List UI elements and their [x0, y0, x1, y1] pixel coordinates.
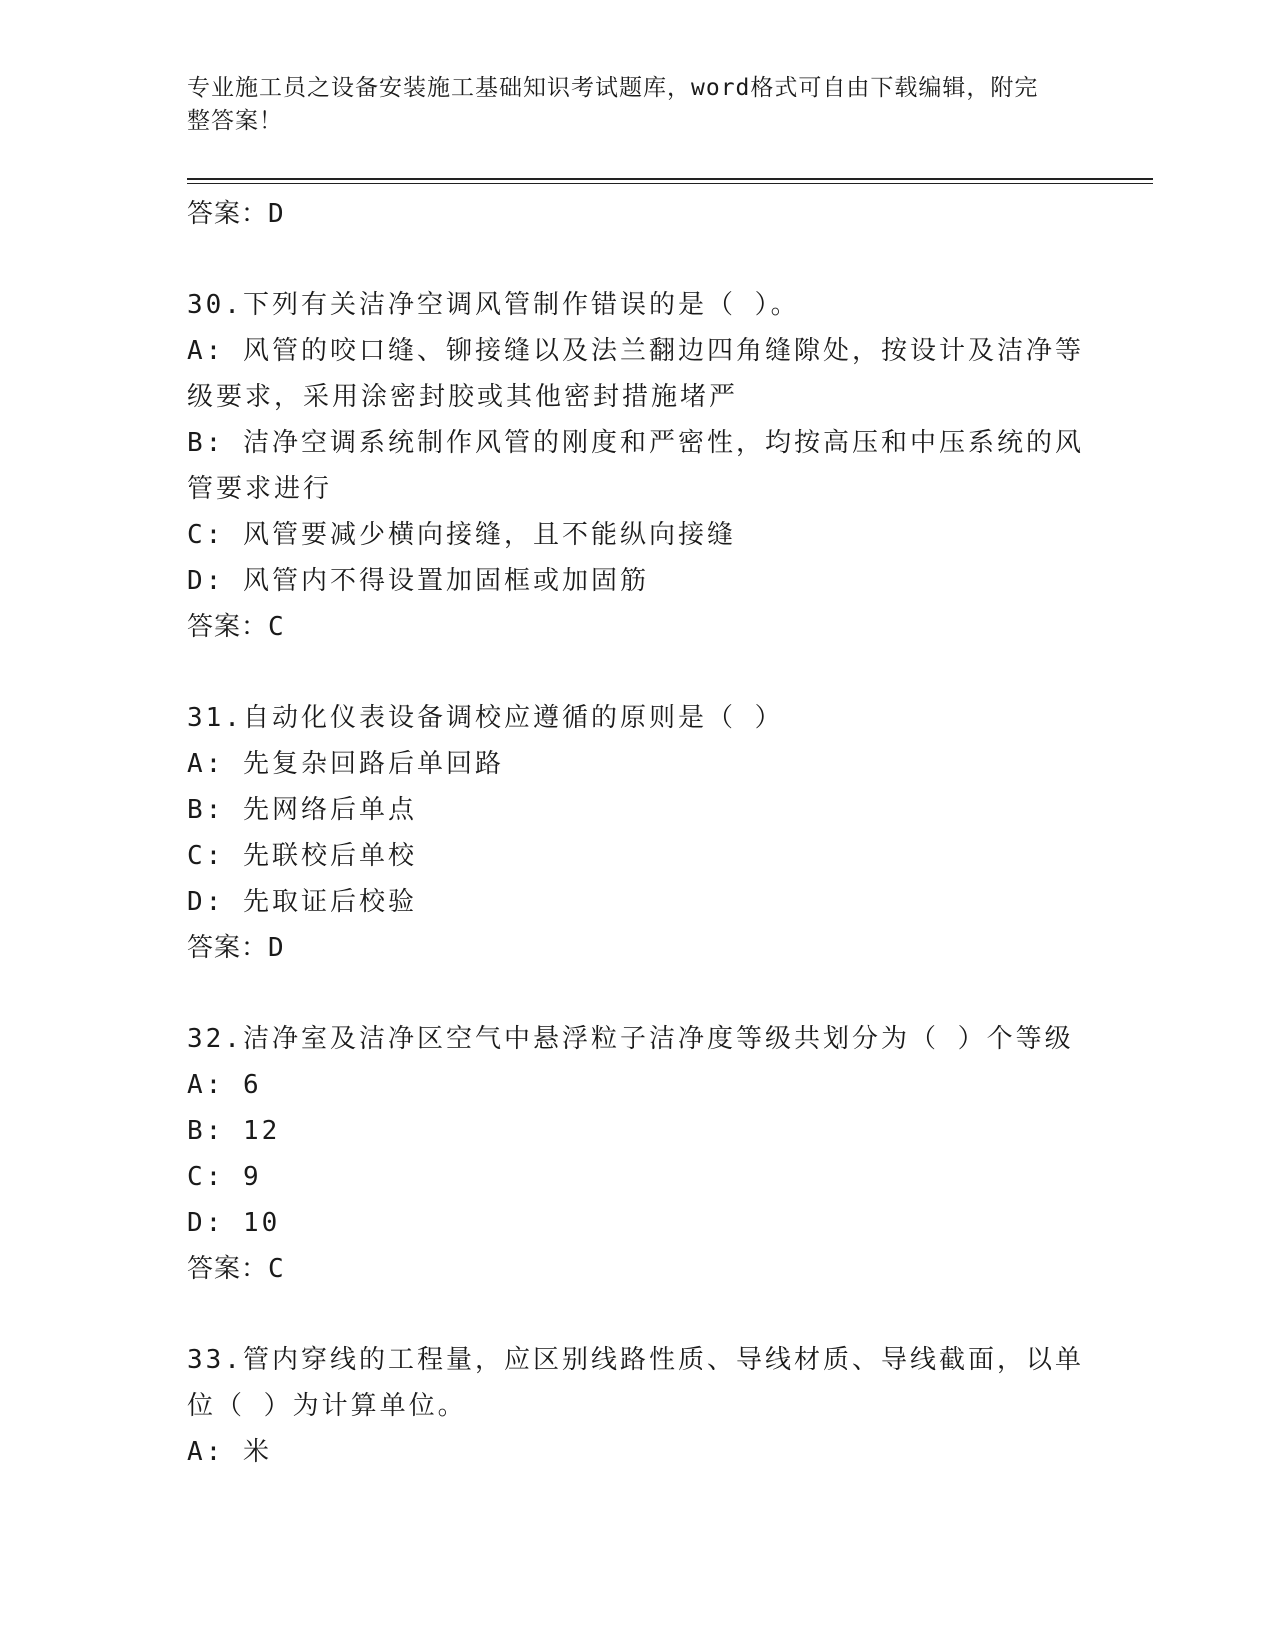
option-b-cont: 管要求进行 [187, 474, 333, 504]
header-line-1: 专业施工员之设备安装施工基础知识考试题库，word格式可自由下载编辑，附完 [187, 75, 1039, 101]
question-33 [187, 1337, 1087, 1475]
question-stem: 30.下列有关洁净空调风管制作错误的是（ ）。 [187, 290, 800, 320]
option-b: B: 12 [187, 1116, 281, 1146]
option-a: A: 先复杂回路后单回路 [187, 749, 504, 779]
question-30 [187, 282, 1087, 650]
option-a: A: 6 [187, 1070, 262, 1100]
option-d: D: 风管内不得设置加固框或加固筋 [187, 566, 649, 596]
page-header [187, 72, 1067, 138]
header-rule-thick [187, 178, 1153, 180]
question-31 [187, 695, 1087, 971]
question-32 [187, 1016, 1087, 1292]
option-c: C: 先联校后单校 [187, 841, 417, 871]
option-c: C: 风管要减少横向接缝，且不能纵向接缝 [187, 520, 736, 550]
question-stem: 33.管内穿线的工程量，应区别线路性质、导线材质、导线截面，以单 [187, 1345, 1084, 1375]
header-line-2: 整答案！ [187, 108, 283, 134]
answer-line: 答案：D [187, 933, 285, 963]
answer-line: 答案：C [187, 612, 285, 642]
option-a: A: 米 [187, 1437, 272, 1467]
question-stem: 31.自动化仪表设备调校应遵循的原则是（ ） [187, 703, 784, 733]
option-a-cont: 级要求，采用涂密封胶或其他密封措施堵严 [187, 382, 739, 412]
answer-line: 答案：D [187, 199, 285, 229]
option-c: C: 9 [187, 1162, 262, 1192]
option-d: D: 10 [187, 1208, 281, 1238]
question-stem-cont: 位（ ）为计算单位。 [187, 1391, 467, 1421]
header-rule-thin [187, 183, 1153, 184]
question-list [187, 191, 1087, 1475]
option-a: A: 风管的咬口缝、铆接缝以及法兰翻边四角缝隙处，按设计及洁净等 [187, 336, 1084, 366]
answer-line: 答案：C [187, 1254, 285, 1284]
option-b: B: 先网络后单点 [187, 795, 417, 825]
option-b: B: 洁净空调系统制作风管的刚度和严密性，均按高压和中压系统的风 [187, 428, 1084, 458]
question-stem: 32.洁净室及洁净区空气中悬浮粒子洁净度等级共划分为（ ）个等级 [187, 1024, 1074, 1054]
option-d: D: 先取证后校验 [187, 887, 417, 917]
